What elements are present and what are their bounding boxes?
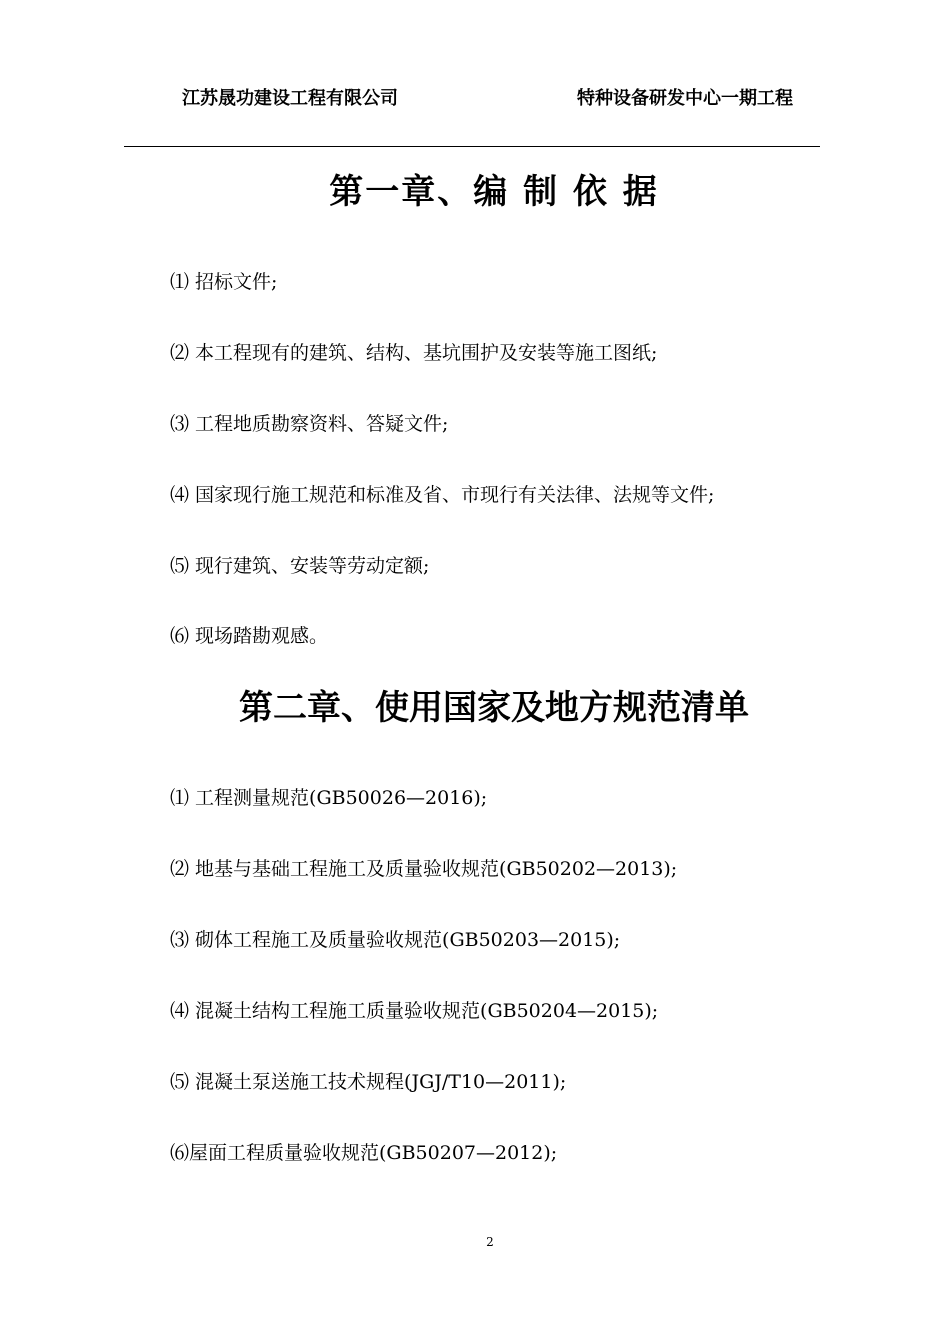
header-project-name: 特种设备研发中心一期工程 [577, 88, 793, 109]
chapter-2-item-4: ⑷ 混凝土结构工程施工质量验收规范(GB50204—2015); [170, 1000, 659, 1022]
chapter-2-item-5: ⑸ 混凝土泵送施工技术规程(JGJ/T10—2011); [170, 1071, 567, 1093]
chapter-2-item-1: ⑴ 工程测量规范(GB50026—2016); [170, 787, 488, 809]
chapter-1-item-5: ⑸ 现行建筑、安装等劳动定额; [170, 555, 430, 577]
chapter-1-item-6: ⑹ 现场踏勘观感。 [170, 625, 329, 647]
header-company-name: 江苏晟功建设工程有限公司 [182, 88, 398, 109]
header-divider [124, 146, 820, 147]
chapter-1-item-1: ⑴ 招标文件; [170, 271, 278, 293]
page-number: 2 [486, 1235, 494, 1249]
chapter-1-item-3: ⑶ 工程地质勘察资料、答疑文件; [170, 413, 449, 435]
chapter-2-item-2: ⑵ 地基与基础工程施工及质量验收规范(GB50202—2013); [170, 858, 678, 880]
chapter-1-item-4: ⑷ 国家现行施工规范和标准及省、市现行有关法律、法规等文件; [170, 484, 715, 506]
chapter-2-item-6: ⑹屋面工程质量验收规范(GB50207—2012); [170, 1142, 558, 1164]
chapter-2-title: 第二章、使用国家及地方规范清单 [239, 688, 749, 728]
chapter-1-item-2: ⑵ 本工程现有的建筑、结构、基坑围护及安装等施工图纸; [170, 342, 658, 364]
chapter-2-item-3: ⑶ 砌体工程施工及质量验收规范(GB50203—2015); [170, 929, 621, 951]
chapter-1-title: 第一章、编 制 依 据 [329, 172, 659, 212]
